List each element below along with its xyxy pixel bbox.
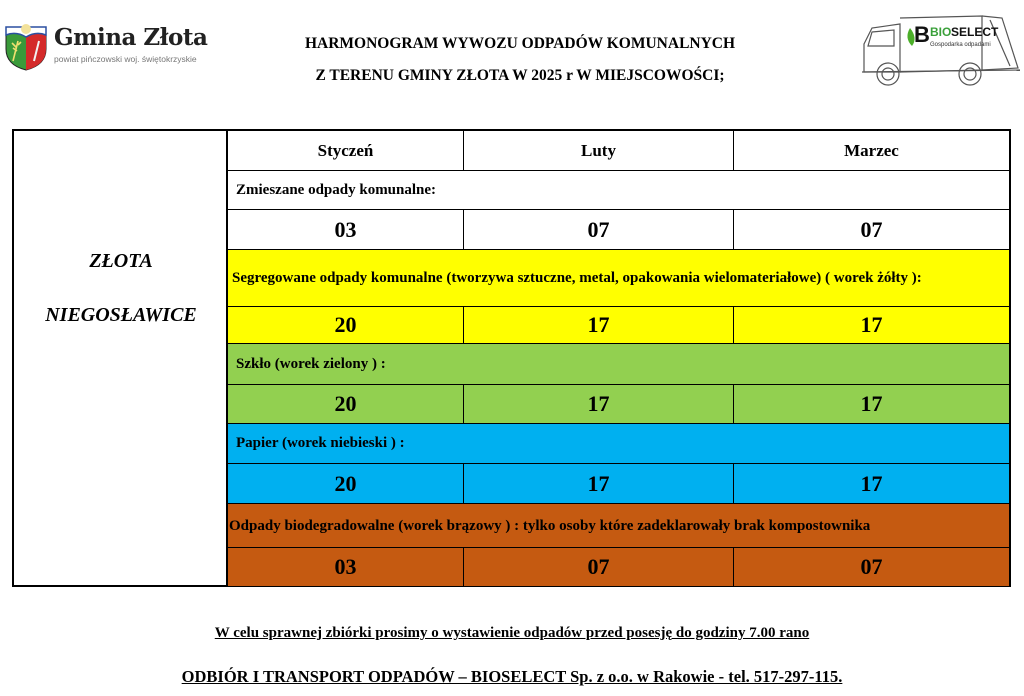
date-cell: 17: [733, 385, 1009, 423]
collection-time-note: W celu sprawnej zbiórki prosimy o wystawienie odpadów przed posesję do godziny 7.00 rano: [214, 625, 810, 641]
place-name: NIEGOSŁAWICE: [45, 304, 197, 326]
category-label-paper: Papier (worek niebieski ) :: [228, 424, 1009, 464]
month-header: Styczeń: [317, 140, 374, 160]
month-header: Marzec: [733, 131, 1009, 170]
date-cell: 03: [334, 216, 357, 242]
gmina-subtitle: powiat pińczowski woj. świętokrzyskie: [54, 54, 197, 64]
dates-row-mixed: [228, 210, 1009, 250]
garbage-truck-icon: [860, 12, 1024, 90]
date-cell: 17: [733, 307, 1009, 343]
category-label-bio: Odpady biodegradowalne (worek brązowy ) : tylko osoby które zadeklarowały brak kompostownika: [228, 504, 1009, 548]
date-cell: 07: [733, 210, 1009, 249]
date-cell: 20: [334, 470, 357, 496]
coat-of-arms-icon: [4, 21, 48, 71]
category-label-segregated: Segregowane odpady komunalne (tworzywa sztuczne, metal, opakowania wielomateriałowe) ( worek żółty ):: [228, 250, 1009, 307]
dates-row-glass: [228, 385, 1009, 424]
date-cell: 17: [463, 307, 733, 343]
date-cell: 17: [733, 464, 1009, 503]
date-cell: 03: [334, 554, 357, 579]
svg-text:B: B: [914, 22, 930, 47]
date-cell: 20: [334, 391, 357, 416]
date-cell: 17: [463, 464, 733, 503]
svg-text:SELECT: SELECT: [951, 25, 999, 39]
document-title: [230, 28, 810, 92]
schedule-table: [12, 129, 1011, 587]
category-label-glass: Szkło (worek zielony ) :: [228, 344, 1009, 385]
category-label-mixed: Zmieszane odpady komunalne:: [228, 171, 1009, 210]
month-header: Luty: [463, 131, 733, 170]
company-tagline: Gospodarka odpadami: [930, 42, 991, 48]
place-name: ZŁOTA: [89, 250, 153, 272]
gmina-name: Gmina Złota: [54, 24, 208, 51]
months-header-row: [228, 131, 1009, 171]
schedule-grid: [228, 131, 1009, 586]
company-brand: BIO: [930, 25, 952, 39]
date-cell: 07: [463, 548, 733, 586]
date-cell: 17: [463, 385, 733, 423]
dates-row-segregated: [228, 307, 1009, 344]
places-column: [14, 131, 228, 585]
title-line-2: Z TERENU GMINY ZŁOTA W 2025 r W MIEJSCOWOŚCI;: [315, 67, 725, 84]
company-contact: ODBIÓR I TRANSPORT ODPADÓW – BIOSELECT Sp. z o.o. w Rakowie - tel. 517-297-115.: [181, 667, 843, 686]
date-cell: 07: [463, 210, 733, 249]
title-line-1: HARMONOGRAM WYWOZU ODPADÓW KOMUNALNYCH: [304, 35, 736, 52]
dates-row-paper: [228, 464, 1009, 504]
date-cell: 07: [733, 548, 1009, 586]
gmina-logo: [4, 18, 208, 74]
dates-row-bio: [228, 548, 1009, 586]
date-cell: 20: [334, 312, 357, 337]
